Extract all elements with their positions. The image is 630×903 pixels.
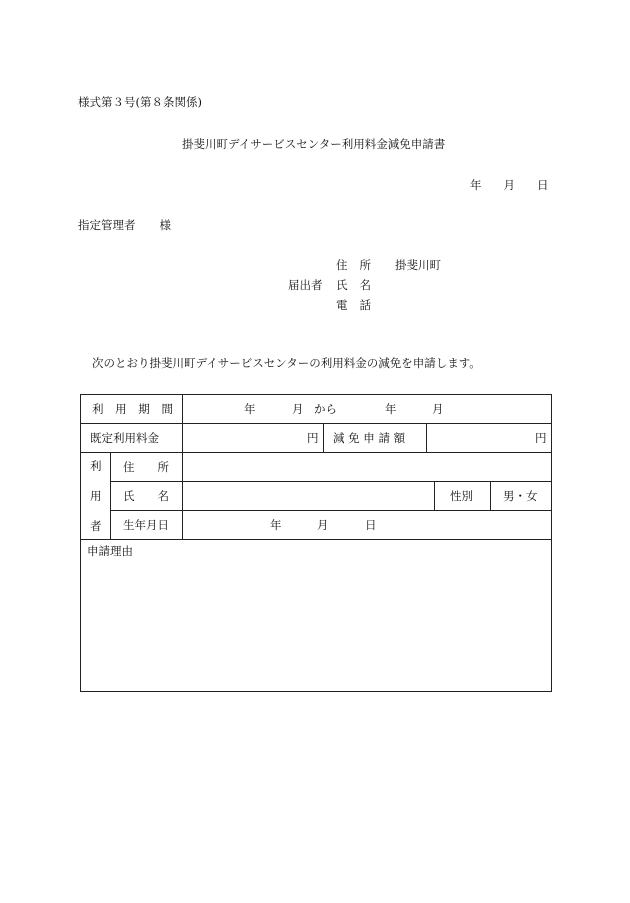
recipient-name: 指定管理者: [78, 218, 136, 232]
birth-month: 月: [317, 518, 329, 532]
period-label: 利 用 期 間: [92, 402, 177, 416]
reduction-label: 減 免 申 請 額: [333, 431, 406, 445]
col-divider: [434, 481, 435, 510]
date-line: [470, 180, 549, 192]
applicant-name-label: 氏名: [336, 278, 383, 292]
col-divider: [182, 395, 183, 539]
user-char-1: 利: [90, 459, 102, 473]
application-table: [80, 394, 552, 692]
row-divider: [110, 510, 551, 511]
reason-label: 申請理由: [87, 544, 133, 558]
row-divider: [81, 452, 551, 453]
form-number: 様式第３号(第８条関係): [78, 95, 202, 109]
col-divider: [490, 481, 491, 510]
birth-label: 生年月日: [123, 518, 169, 532]
recipient-line: [78, 220, 171, 232]
user-address-label: 住 所: [123, 460, 169, 474]
col-divider: [110, 452, 111, 539]
birth-day: 日: [365, 518, 377, 532]
gender-value: 男・女: [503, 489, 538, 503]
intro-text: 次のとおり掛斐川町デイサービスセンターの利用料金の減免を申請します。: [92, 356, 481, 370]
period-start-year: 年: [244, 402, 256, 416]
document-title: 掛斐川町デイサービスセンター利用料金減免申請書: [182, 137, 446, 151]
recipient-honorific: 様: [159, 218, 171, 232]
birth-year: 年: [270, 518, 282, 532]
col-divider: [323, 424, 324, 452]
applicant-phone-label: 電話: [336, 298, 383, 312]
period-end-year: 年: [385, 402, 397, 416]
reduction-unit: 円: [535, 431, 547, 445]
date-month: 月: [503, 178, 515, 192]
applicant-reporter-label: 届出者: [288, 278, 323, 292]
row-divider: [81, 539, 551, 540]
fee-label: 既定利用料金: [90, 431, 159, 445]
date-day: 日: [537, 178, 549, 192]
applicant-address-label: 住所: [336, 258, 383, 272]
user-char-2: 用: [90, 489, 102, 503]
fee-unit: 円: [307, 431, 319, 445]
row-divider: [110, 481, 551, 482]
user-char-3: 者: [90, 519, 102, 533]
applicant-address-value: 掛斐川町: [395, 258, 441, 272]
period-end-month: 月: [432, 402, 444, 416]
row-divider: [81, 423, 551, 424]
col-divider: [426, 424, 427, 452]
user-name-label: 氏 名: [123, 489, 169, 503]
period-start-month: 月: [292, 402, 304, 416]
gender-label: 性別: [450, 489, 473, 503]
period-from: から: [314, 402, 337, 416]
date-year: 年: [470, 178, 482, 192]
